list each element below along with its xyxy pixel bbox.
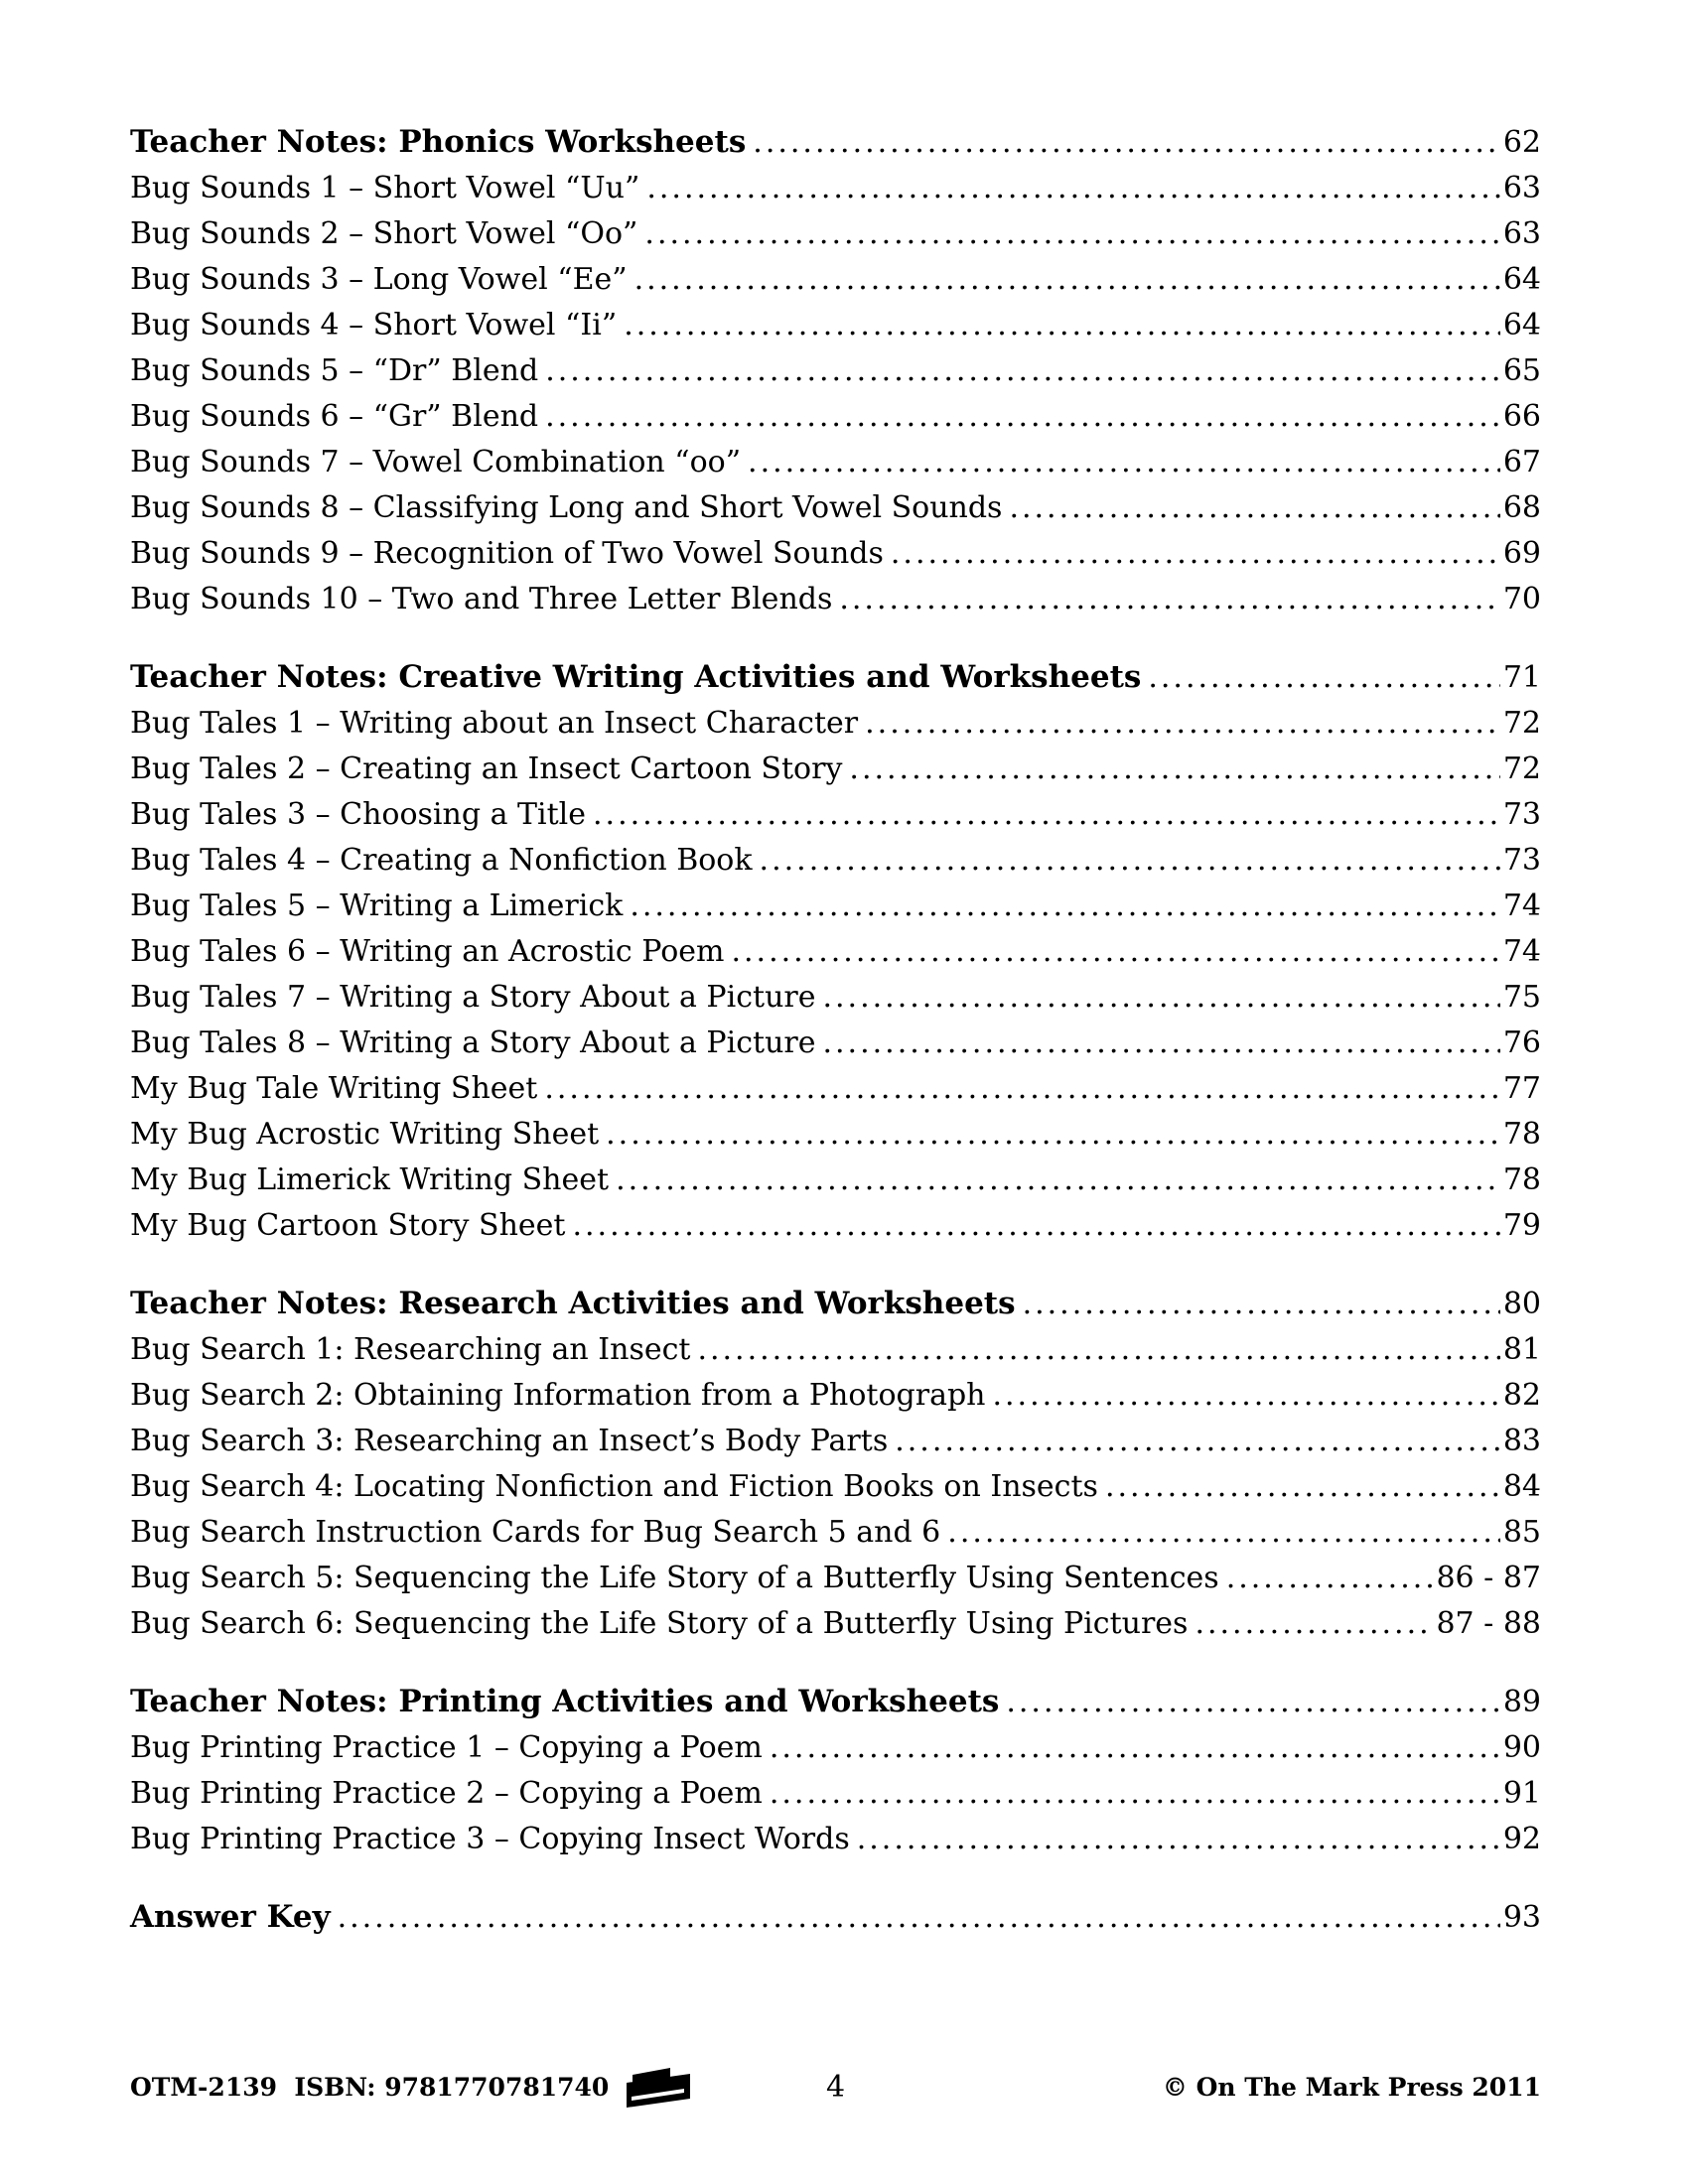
toc-entry-page: 85 [1502,1515,1541,1550]
toc-entry-title: Bug Sounds 7 – Vowel Combination “oo” [130,445,742,479]
toc-entry-title: Bug Search 6: Sequencing the Life Story of a Butterfly Using Pictures [130,1606,1189,1641]
toc-entry-page: 73 [1502,843,1541,878]
toc-entry-title: My Bug Limerick Writing Sheet [130,1162,610,1197]
dot-leader [1105,1464,1500,1510]
toc-entry-title: Bug Tales 8 – Writing a Story About a Picture [130,1025,816,1060]
toc-entry [130,1601,1541,1647]
page-number: 4 [825,2069,846,2105]
toc-entry [130,747,1541,792]
toc-entry-title: Bug Tales 4 – Creating a Nonfiction Book [130,843,753,878]
toc-entry-page: 76 [1502,1025,1541,1060]
dot-leader [857,1817,1500,1862]
toc-entry-title: Bug Sounds 1 – Short Vowel “Uu” [130,171,640,205]
section-heading-title: Answer Key [130,1899,331,1935]
dot-leader [624,303,1500,348]
toc-entry-title: My Bug Acrostic Writing Sheet [130,1117,600,1152]
dot-leader [616,1158,1500,1203]
toc-entry-page: 64 [1502,262,1541,297]
dot-leader [644,211,1499,257]
toc-entry-page: 82 [1502,1378,1541,1413]
toc-entry-page: 81 [1502,1332,1541,1367]
dot-leader [770,1725,1500,1771]
table-of-contents [130,119,1541,1941]
toc-entry-page: 72 [1502,706,1541,741]
toc-entry-page: 73 [1502,797,1541,832]
toc-entry [130,1817,1541,1862]
toc-entry [130,1158,1541,1203]
toc-entry-title: Bug Tales 6 – Writing an Acrostic Poem [130,934,725,969]
toc-entry [130,1510,1541,1556]
dot-leader [1226,1556,1434,1601]
toc-entry-page: 90 [1502,1730,1541,1765]
toc-entry-title: Bug Search 1: Researching an Insect [130,1332,691,1367]
toc-entry-page: 63 [1502,171,1541,205]
section-heading-title: Teacher Notes: Printing Activities and Worksheets [130,1684,1000,1719]
toc-entry-title: Bug Tales 5 – Writing a Limerick [130,888,624,923]
toc-entry-title: Bug Sounds 4 – Short Vowel “Ii” [130,308,618,342]
toc-entry [130,211,1541,257]
toc-entry-title: Bug Search Instruction Cards for Bug Search 5 and 6 [130,1515,941,1550]
toc-entry [130,1419,1541,1464]
toc-entry-title: Bug Search 4: Locating Nonfiction and Fiction Books on Insects [130,1469,1098,1504]
toc-entry [130,303,1541,348]
toc-entry [130,348,1541,394]
toc-entry-page: 75 [1502,980,1541,1015]
section-heading-page: 80 [1502,1287,1541,1321]
toc-entry [130,1771,1541,1817]
toc-entry-page: 87 - 88 [1436,1606,1541,1641]
toc-entry-title: My Bug Cartoon Story Sheet [130,1208,566,1243]
toc-entry-page: 92 [1502,1822,1541,1856]
dot-leader [822,1021,1499,1066]
toc-entry-page: 72 [1502,751,1541,786]
dot-leader [697,1327,1499,1373]
toc-entry-page: 65 [1502,353,1541,388]
toc-entry-title: Bug Tales 3 – Choosing a Title [130,797,586,832]
toc-entry [130,838,1541,884]
toc-entry-page: 78 [1502,1117,1541,1152]
toc-entry [130,1021,1541,1066]
dot-leader [753,120,1500,166]
dot-leader [748,440,1500,485]
toc-entry [130,394,1541,440]
toc-entry-page: 67 [1502,445,1541,479]
toc-entry-page: 78 [1502,1162,1541,1197]
section-heading-page: 93 [1502,1900,1541,1935]
toc-entry-title: Bug Sounds 3 – Long Vowel “Ee” [130,262,628,297]
toc-entry-title: Bug Tales 2 – Creating an Insect Cartoon Story [130,751,843,786]
toc-entry [130,440,1541,485]
toc-entry [130,166,1541,211]
toc-entry-page: 91 [1502,1776,1541,1811]
section-heading-page: 89 [1502,1685,1541,1719]
toc-entry-title: Bug Sounds 9 – Recognition of Two Vowel Sounds [130,536,884,571]
toc-section-heading [130,119,1541,166]
toc-entry [130,884,1541,929]
toc-entry-page: 74 [1502,888,1541,923]
section-heading-title: Teacher Notes: Creative Writing Activities and Worksheets [130,659,1142,695]
toc-entry-page: 69 [1502,536,1541,571]
page-footer [130,2063,1541,2111]
dot-leader [630,884,1500,929]
dot-leader [849,747,1499,792]
toc-entry [130,1725,1541,1771]
toc-section-heading [130,654,1541,701]
dot-leader [895,1419,1500,1464]
toc-entry [130,1327,1541,1373]
dot-leader [770,1771,1500,1817]
dot-leader [572,1203,1499,1249]
toc-entry-title: Bug Sounds 5 – “Dr” Blend [130,353,539,388]
toc-entry-page: 79 [1502,1208,1541,1243]
toc-entry-title: Bug Sounds 6 – “Gr” Blend [130,399,539,434]
toc-entry-page: 84 [1502,1469,1541,1504]
dot-leader [545,348,1500,394]
section-heading-title: Teacher Notes: Research Activities and Worksheets [130,1286,1016,1321]
toc-entry [130,701,1541,747]
dot-leader [544,1066,1499,1112]
dot-leader [634,257,1500,303]
toc-entry-title: Bug Sounds 2 – Short Vowel “Oo” [130,216,638,251]
footer-isbn-text: OTM-2139 ISBN: 9781770781740 [130,2072,610,2102]
toc-entry [130,929,1541,975]
toc-entry [130,1464,1541,1510]
toc-entry [130,792,1541,838]
toc-entry-title: Bug Tales 1 – Writing about an Insect Character [130,706,859,741]
toc-entry [130,1112,1541,1158]
dot-leader [1009,485,1499,531]
press-logo-icon [625,2063,696,2111]
dot-leader [731,929,1499,975]
toc-entry [130,1556,1541,1601]
toc-entry [130,531,1541,577]
dot-leader [545,394,1500,440]
dot-leader [839,577,1499,622]
dot-leader [992,1373,1499,1419]
dot-leader [947,1510,1500,1556]
dot-leader [865,701,1500,747]
toc-entry-page: 64 [1502,308,1541,342]
toc-section-heading [130,1679,1541,1725]
dot-leader [1006,1680,1499,1725]
footer-left [130,2063,826,2111]
dot-leader [891,531,1500,577]
toc-entry-page: 74 [1502,934,1541,969]
toc-entry-title: Bug Search 5: Sequencing the Life Story of a Butterfly Using Sentences [130,1561,1219,1595]
toc-entry-page: 83 [1502,1424,1541,1458]
toc-entry-page: 77 [1502,1071,1541,1106]
toc-entry-title: My Bug Tale Writing Sheet [130,1071,538,1106]
toc-section-heading [130,1894,1541,1941]
toc-entry-title: Bug Printing Practice 2 – Copying a Poem [130,1776,763,1811]
dot-leader [646,166,1499,211]
dot-leader [593,792,1500,838]
dot-leader [1148,655,1499,701]
toc-entry-title: Bug Search 2: Obtaining Information from a Photograph [130,1378,986,1413]
toc-entry-page: 68 [1502,490,1541,525]
toc-entry-page: 86 - 87 [1436,1561,1541,1595]
toc-entry-title: Bug Printing Practice 1 – Copying a Poem [130,1730,763,1765]
copyright-text: © On The Mark Press 2011 [1162,2072,1541,2102]
section-heading-page: 71 [1502,660,1541,695]
dot-leader [606,1112,1500,1158]
toc-entry [130,1203,1541,1249]
dot-leader [760,838,1500,884]
toc-entry-title: Bug Sounds 10 – Two and Three Letter Blends [130,582,833,616]
dot-leader [1195,1601,1433,1647]
toc-entry-title: Bug Printing Practice 3 – Copying Insect Words [130,1822,850,1856]
toc-section-heading [130,1281,1541,1327]
toc-entry-title: Bug Sounds 8 – Classifying Long and Short Vowel Sounds [130,490,1003,525]
section-heading-page: 62 [1502,125,1541,160]
dot-leader [338,1895,1500,1941]
toc-entry-title: Bug Search 3: Researching an Insect’s Body Parts [130,1424,889,1458]
toc-entry [130,577,1541,622]
toc-entry [130,257,1541,303]
toc-entry-page: 70 [1502,582,1541,616]
dot-leader [822,975,1499,1021]
toc-entry [130,485,1541,531]
toc-entry-page: 63 [1502,216,1541,251]
toc-entry-title: Bug Tales 7 – Writing a Story About a Picture [130,980,816,1015]
toc-entry [130,1373,1541,1419]
toc-entry-page: 66 [1502,399,1541,434]
section-heading-title: Teacher Notes: Phonics Worksheets [130,124,747,160]
dot-leader [1023,1282,1500,1327]
toc-entry [130,975,1541,1021]
toc-entry [130,1066,1541,1112]
